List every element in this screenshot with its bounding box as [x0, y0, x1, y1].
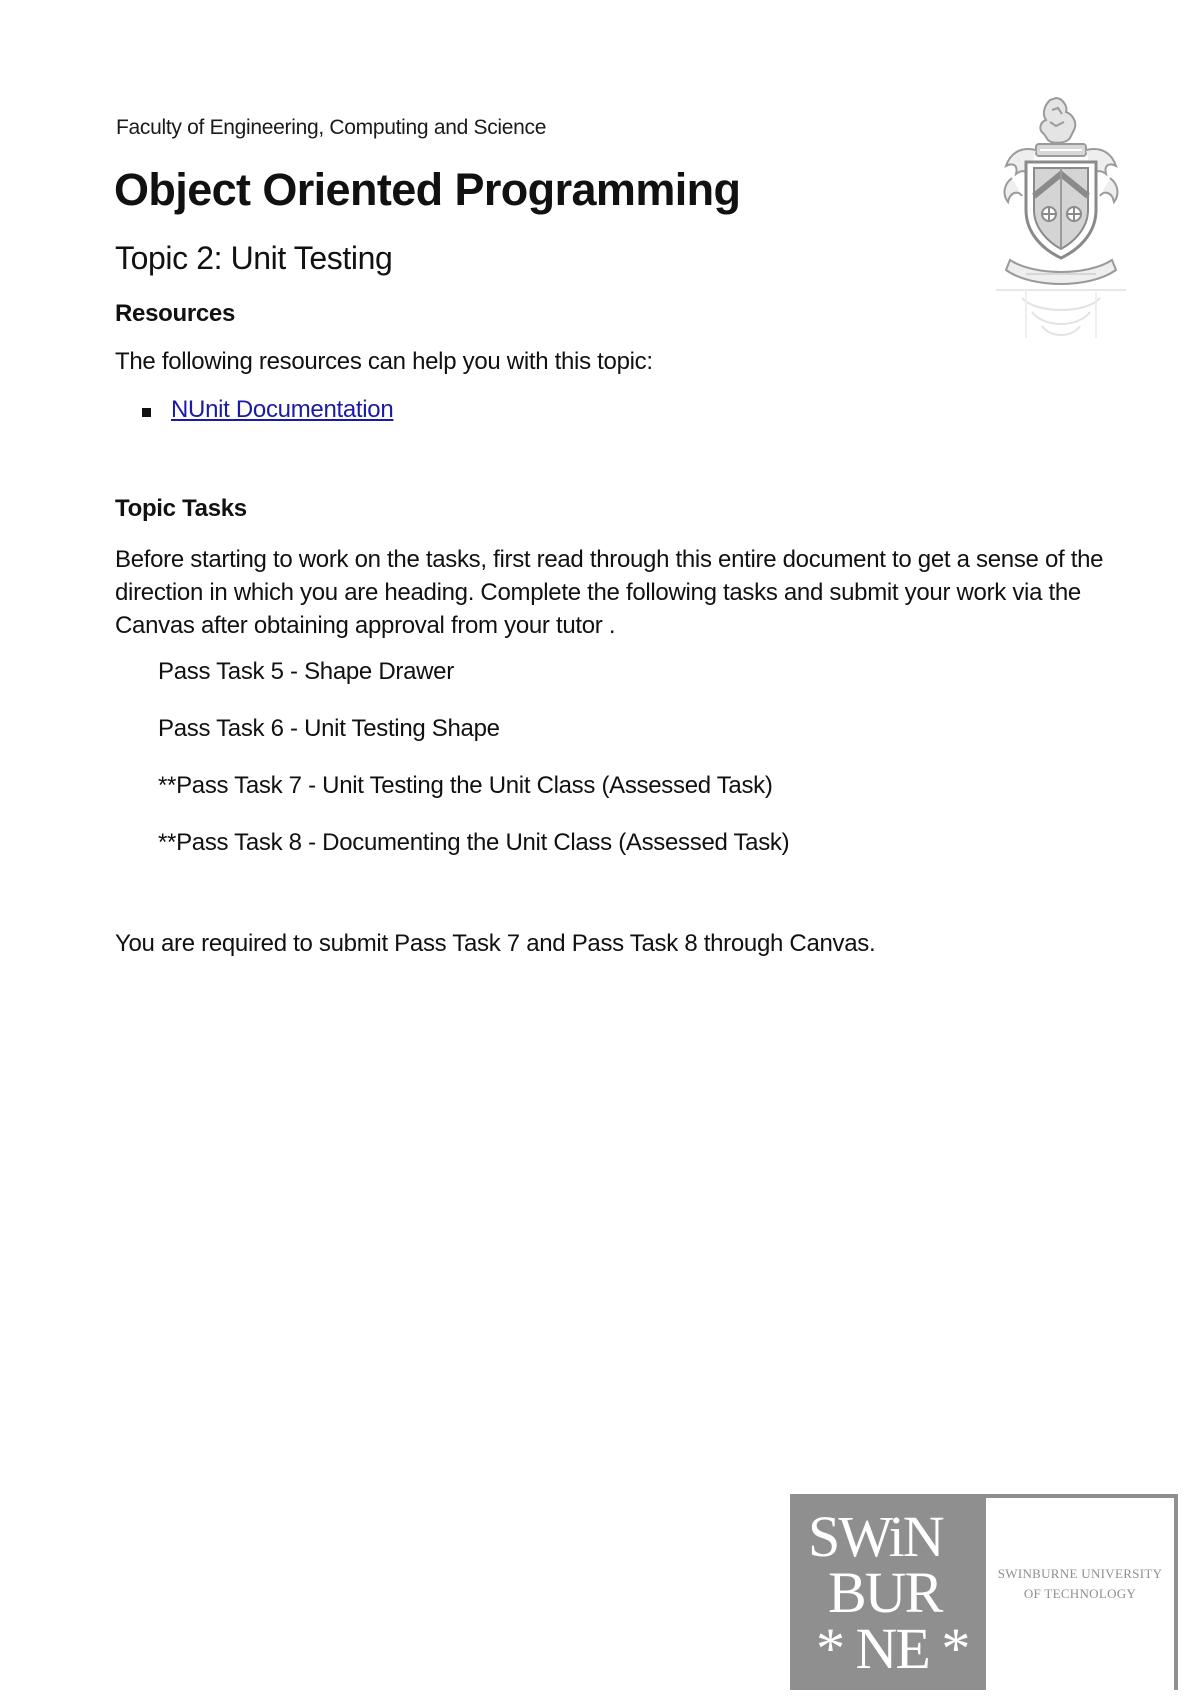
- swinburne-logo: [790, 1494, 1178, 1690]
- task-item: **Pass Task 7 - Unit Testing the Unit Class (Assessed Task): [158, 772, 773, 799]
- course-title: Object Oriented Programming: [114, 164, 741, 215]
- resources-list: [142, 396, 393, 424]
- logo-subtitle-line-2: OF TECHNOLOGY: [1023, 1586, 1137, 1601]
- swinburne-wordmark-icon: [790, 1494, 986, 1690]
- task-item: Pass Task 6 - Unit Testing Shape: [158, 715, 500, 742]
- submission-note: You are required to submit Pass Task 7 and Pass Task 8 through Canvas.: [115, 930, 876, 957]
- nunit-documentation-link[interactable]: NUnit Documentation: [171, 396, 394, 423]
- square-bullet-icon: [142, 408, 151, 417]
- resource-item: [142, 396, 393, 424]
- faculty-name: Faculty of Engineering, Computing and Science: [116, 116, 547, 139]
- logo-subtitle: [986, 1564, 1174, 1604]
- task-list: [158, 658, 789, 886]
- topic-tasks-heading: Topic Tasks: [115, 495, 247, 522]
- task-item: Pass Task 5 - Shape Drawer: [158, 658, 454, 685]
- svg-text:SWiN: SWiN: [808, 1504, 943, 1569]
- logo-subtitle-line-1: SWINBURNE UNIVERSITY: [997, 1566, 1163, 1581]
- logo-subtitle-block: [986, 1494, 1178, 1690]
- university-crest-icon: [992, 92, 1130, 362]
- topic-tasks-intro: Before starting to work on the tasks, first read through this entire document to get a sense of the direction in which you are heading. Complete the following tasks and submit your work via the Canvas after obtaining approval from your tutor .: [115, 546, 1104, 639]
- resources-intro: The following resources can help you with this topic:: [115, 348, 653, 375]
- task-item: **Pass Task 8 - Documenting the Unit Class (Assessed Task): [158, 829, 790, 856]
- svg-text:* NE *: * NE *: [816, 1616, 969, 1681]
- svg-text:BUR: BUR: [828, 1560, 942, 1625]
- resources-heading: Resources: [115, 300, 236, 327]
- logo-wordmark-block: [790, 1494, 986, 1690]
- topic-title: Topic 2: Unit Testing: [115, 240, 393, 276]
